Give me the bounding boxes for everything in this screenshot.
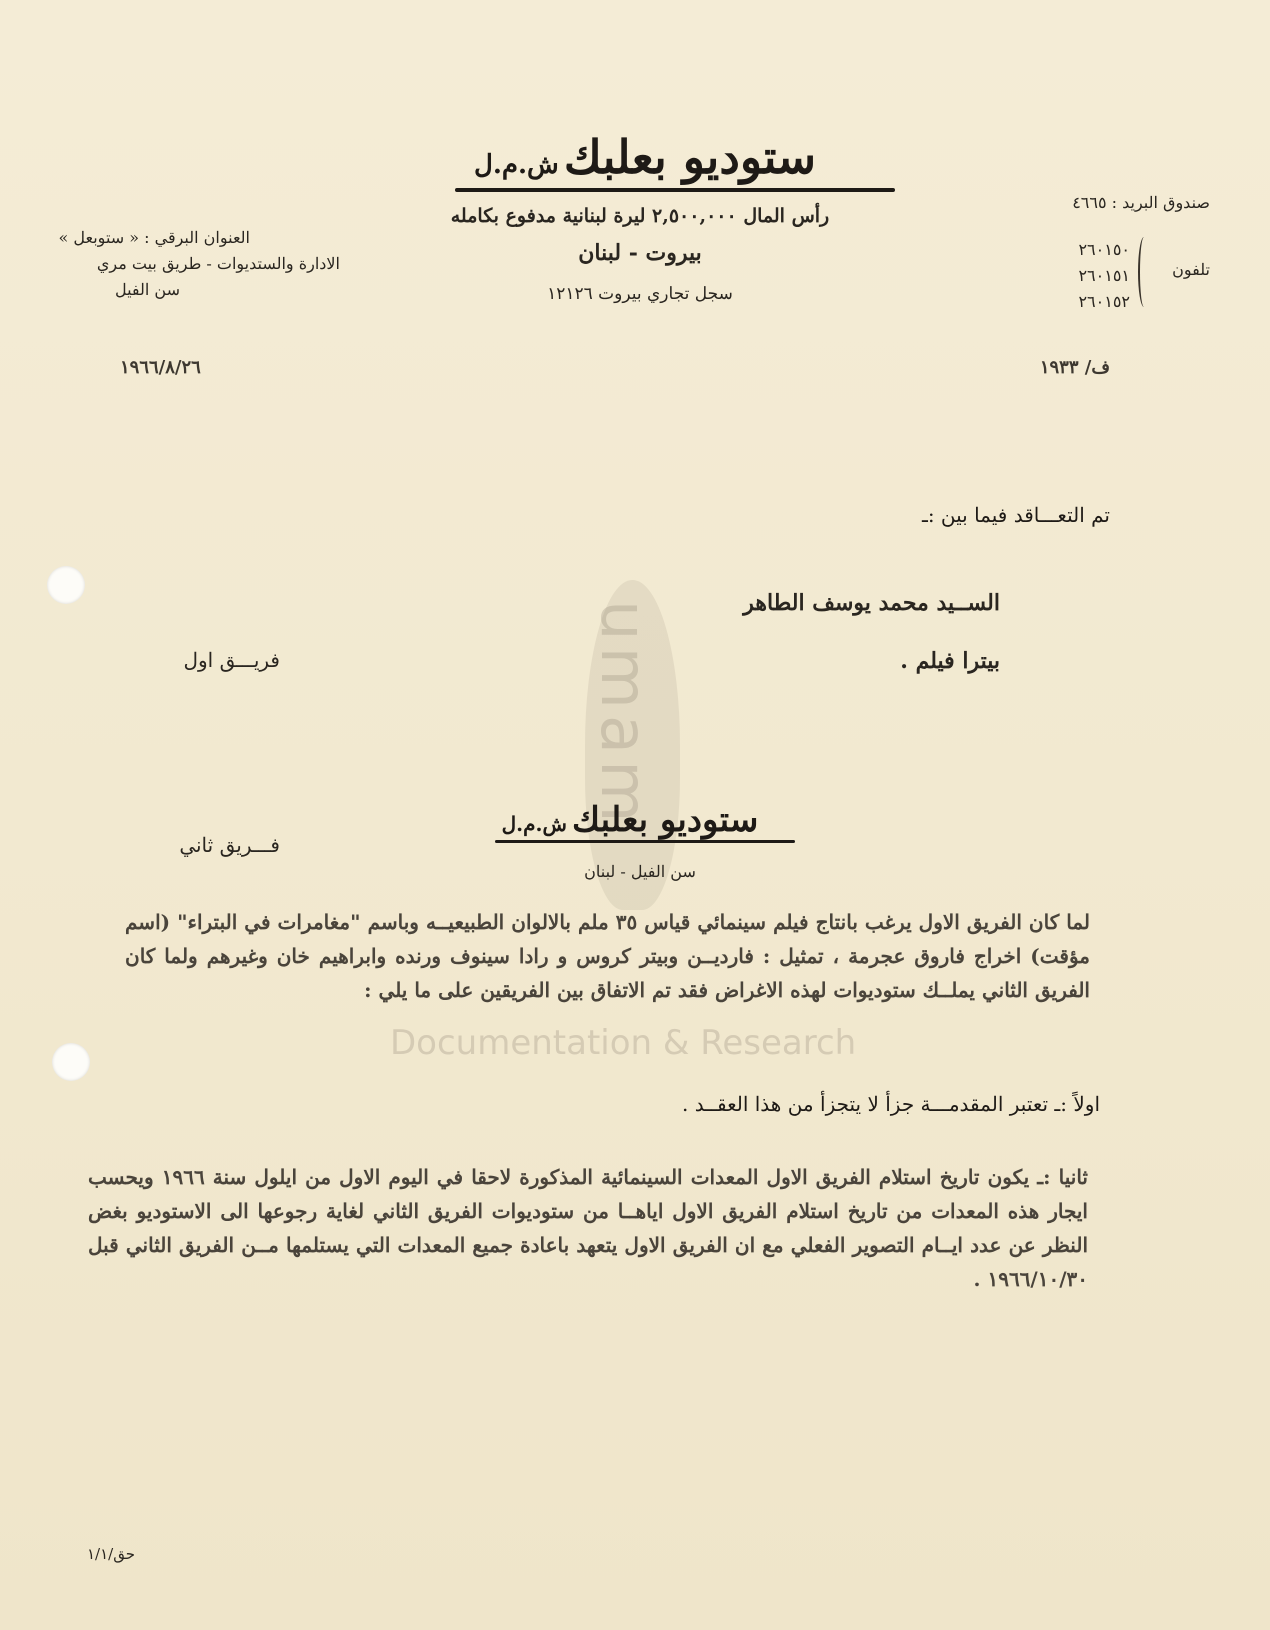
- capital-line: رأس المال ٢,٥٠٠,٠٠٠ ليرة لبنانية مدفوع بكامله: [450, 205, 830, 227]
- logo-underline: [455, 188, 895, 192]
- contract-intro: تم التعـــاقد فيما بين :ـ: [921, 503, 1110, 527]
- letter-date: ١٩٦٦/٨/٢٦: [120, 357, 201, 378]
- preamble-paragraph: لما كان الفريق الاول يرغب بانتاج فيلم سينمائي قياس ٣٥ ملم بالالوان الطبيعيــه وباسم "مغامرات في البتراء" (اسم مؤقت) اخراج فاروق عجرمة ، تمثيل : فارديــن وبيتر كروس و رادا سينوف ورنده وابراهيم خان وغيرهم ولما كان الفريق الثاني يملــك ستوديوات لهذه الاغراض فقد تم الاتفاق بين الفريقين على ما يلي :: [125, 910, 1090, 1002]
- watermark-logo-text: umam: [586, 600, 660, 829]
- phone-label: تلفون: [1172, 260, 1210, 279]
- city-line: بيروت - لبنان: [578, 240, 702, 266]
- letterhead-logo: [375, 130, 915, 184]
- phone-brace: [1138, 237, 1150, 307]
- party1-label: فريـــق اول: [183, 648, 280, 672]
- party2-logo-text: ستوديو بعلبك: [572, 800, 759, 840]
- watermark-caption: Documentation & Research: [390, 1023, 857, 1063]
- phone-number-1: ٢٦٠١٥٠: [1078, 240, 1130, 259]
- po-box: صندوق البريد : ٤٦٦٥: [1072, 193, 1210, 212]
- party2-logo-suffix: ش.م.ل: [501, 812, 567, 836]
- clause-1: اولاً :ـ تعتبر المقدمـــة جزأ لا يتجزأ من هذا العقــد .: [682, 1092, 1100, 1116]
- page-mark: حق/١/١: [86, 1545, 135, 1563]
- district: سن الفيل: [114, 280, 180, 299]
- punch-hole-top: [47, 566, 85, 604]
- phone-list: [1020, 237, 1130, 315]
- commercial-registry: سجل تجاري بيروت ١٢١٢٦: [547, 284, 733, 304]
- party2-logo: [440, 800, 820, 840]
- phone-number-2: ٢٦٠١٥١: [1078, 266, 1130, 285]
- clause-2: ثانيا :ـ يكون تاريخ استلام الفريق الاول المعدات السينمائية المذكورة لاحقا في اليوم الاول من ايلول سنة ١٩٦٦ ويحسب ايجار هذه المعدات من تاريخ استلام الفريق الاول اياهــا من ستوديوات الفريق الثاني لغاية رجوعها الى الاستوديو بغض النظر عن عدد ايــام التصوير الفعلي مع ان الفريق الاول يتعهد باعادة جميع المعدات التي يستلمها مــن الفريق الثاني قبل ١٩٦٦/١٠/٣٠ .: [88, 1165, 1089, 1291]
- party2-label: فـــريق ثاني: [179, 833, 280, 857]
- company-suffix: ش.م.ل: [473, 150, 559, 180]
- phone-number-3: ٢٦٠١٥٢: [1078, 292, 1130, 311]
- company-name: ستوديو بعلبك: [563, 130, 817, 184]
- party1-name: الســيد محمد يوسف الطاهر: [743, 590, 1000, 616]
- party1-company: بيترا فيلم .: [900, 648, 1000, 674]
- reference-number: ف/ ١٩٣٣: [1039, 357, 1110, 378]
- management-address: الادارة والستديوات - طريق بيت مري: [96, 254, 340, 273]
- address-block: [50, 225, 340, 303]
- party2-location: سن الفيل - لبنان: [584, 862, 696, 881]
- telegraph-address: العنوان البرقي : « ستوبعل »: [58, 228, 250, 247]
- punch-hole-bottom: [52, 1043, 90, 1081]
- party2-logo-underline: [495, 840, 795, 843]
